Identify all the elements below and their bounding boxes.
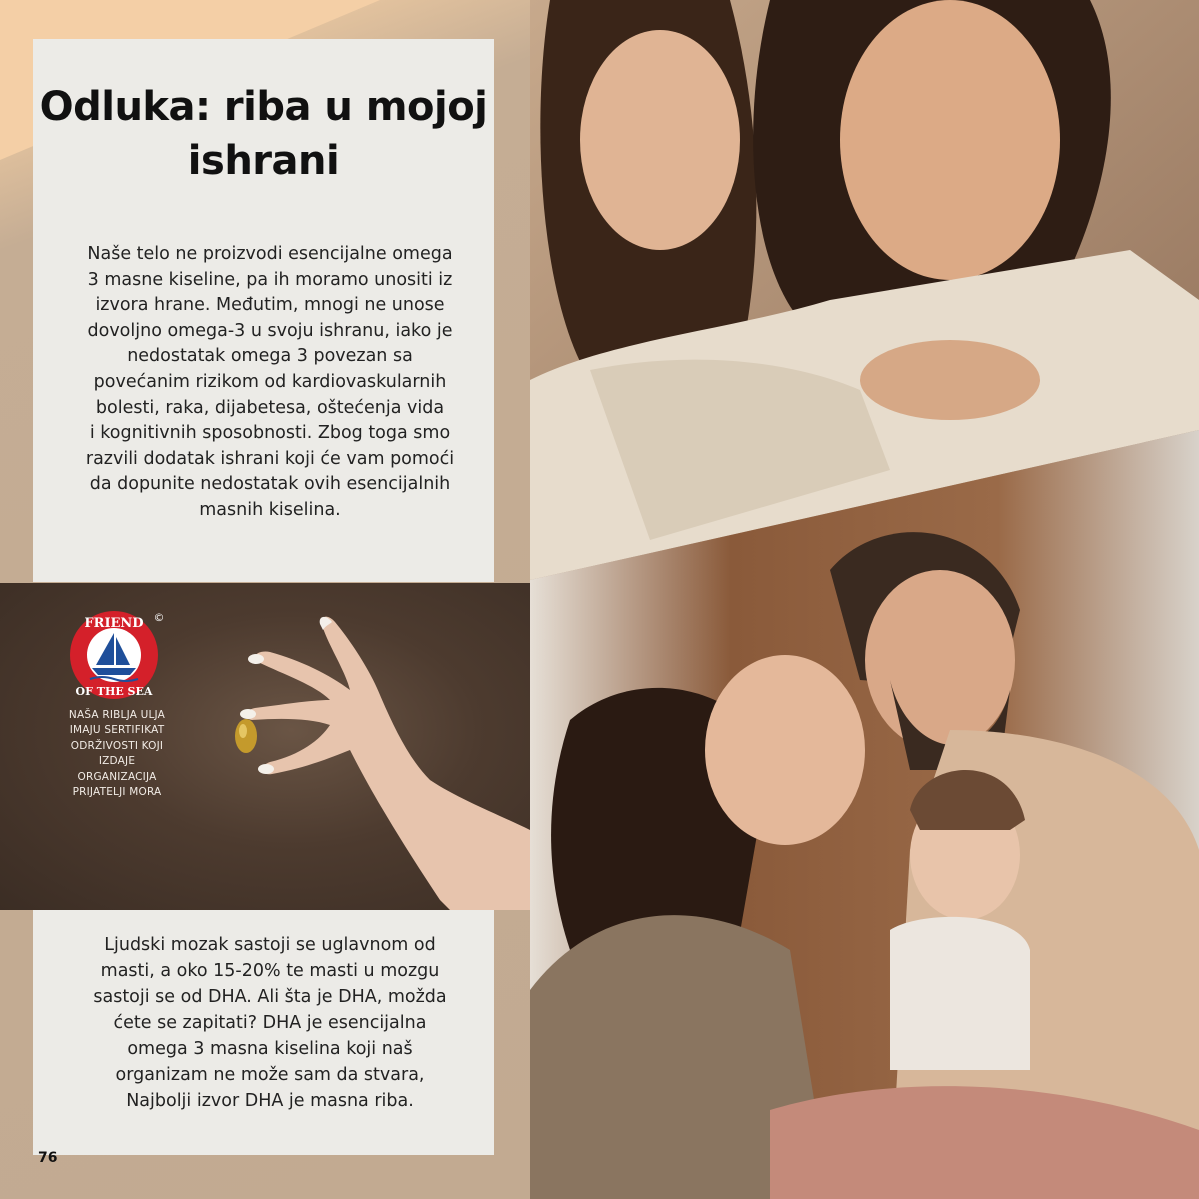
- hand-with-capsule-image: [230, 600, 530, 910]
- paragraph-line: ćete se zapitati? DHA je esencijalna: [113, 1013, 427, 1033]
- certification-line: ODRŽIVOSTI KOJI: [70, 739, 164, 752]
- paragraph-line: da dopunite nedostatak ovih esencijalnih: [89, 474, 451, 495]
- title-line: Odluka: riba u mojoj: [39, 84, 488, 130]
- copyright-symbol: ©: [153, 611, 165, 624]
- certification-line: IMAJU SERTIFIKAT: [69, 724, 165, 737]
- certification-text: [55, 708, 179, 800]
- capsule-icon: [235, 719, 257, 753]
- paragraph-line: Naše telo ne proizvodi esencijalne omega: [87, 244, 453, 264]
- paragraph-line: dovoljno omega-3 u svoju ishranu, iako je: [87, 320, 453, 341]
- paragraph-line: masnih kiselina.: [199, 499, 341, 520]
- paragraph-line: organizam ne može sam da stvara,: [115, 1065, 425, 1085]
- title-line: ishrani: [187, 138, 340, 184]
- intro-paragraph: [55, 242, 485, 524]
- paragraph-line: sastoji se od DHA. Ali šta je DHA, možda: [93, 987, 447, 1007]
- page-number: 76: [38, 1150, 58, 1166]
- article-title: [33, 80, 494, 188]
- paragraph-line: Ljudski mozak sastoji se uglavnom od: [104, 935, 436, 955]
- paragraph-line: i kognitivnih sposobnosti. Zbog toga smo: [89, 423, 451, 444]
- logo-bottom-text: OF THE SEA: [75, 685, 153, 698]
- certification-line: ORGANIZACIJA: [77, 770, 157, 783]
- friend-of-the-sea-logo: [66, 603, 166, 703]
- dha-paragraph: [55, 932, 485, 1114]
- paragraph-line: bolesti, raka, dijabetesa, oštećenja vida: [95, 397, 445, 418]
- certification-line: NAŠA RIBLJA ULJA: [68, 709, 166, 721]
- paragraph-line: masti, a oko 15-20% te masti u mozgu: [100, 961, 440, 981]
- paragraph-line: omega 3 masna kiselina koji naš: [127, 1039, 413, 1059]
- certification-line: IZDAJE: [98, 755, 136, 768]
- paragraph-line: povećanim rizikom od kardiovaskularnih: [93, 371, 447, 392]
- paragraph-line: izvora hrane. Međutim, mnogi ne unose: [95, 295, 445, 316]
- paragraph-line: nedostatak omega 3 povezan sa: [127, 346, 413, 367]
- paragraph-line: Najbolji izvor DHA je masna riba.: [126, 1091, 414, 1111]
- paragraph-line: razvili dodatak ishrani koji će vam pomoći: [85, 448, 455, 469]
- logo-top-text: FRIEND: [84, 616, 144, 631]
- family-photo: [530, 430, 1199, 1199]
- paragraph-line: 3 masne kiseline, pa ih moramo unositi iz: [87, 269, 453, 290]
- certification-line: PRIJATELJI MORA: [72, 786, 162, 799]
